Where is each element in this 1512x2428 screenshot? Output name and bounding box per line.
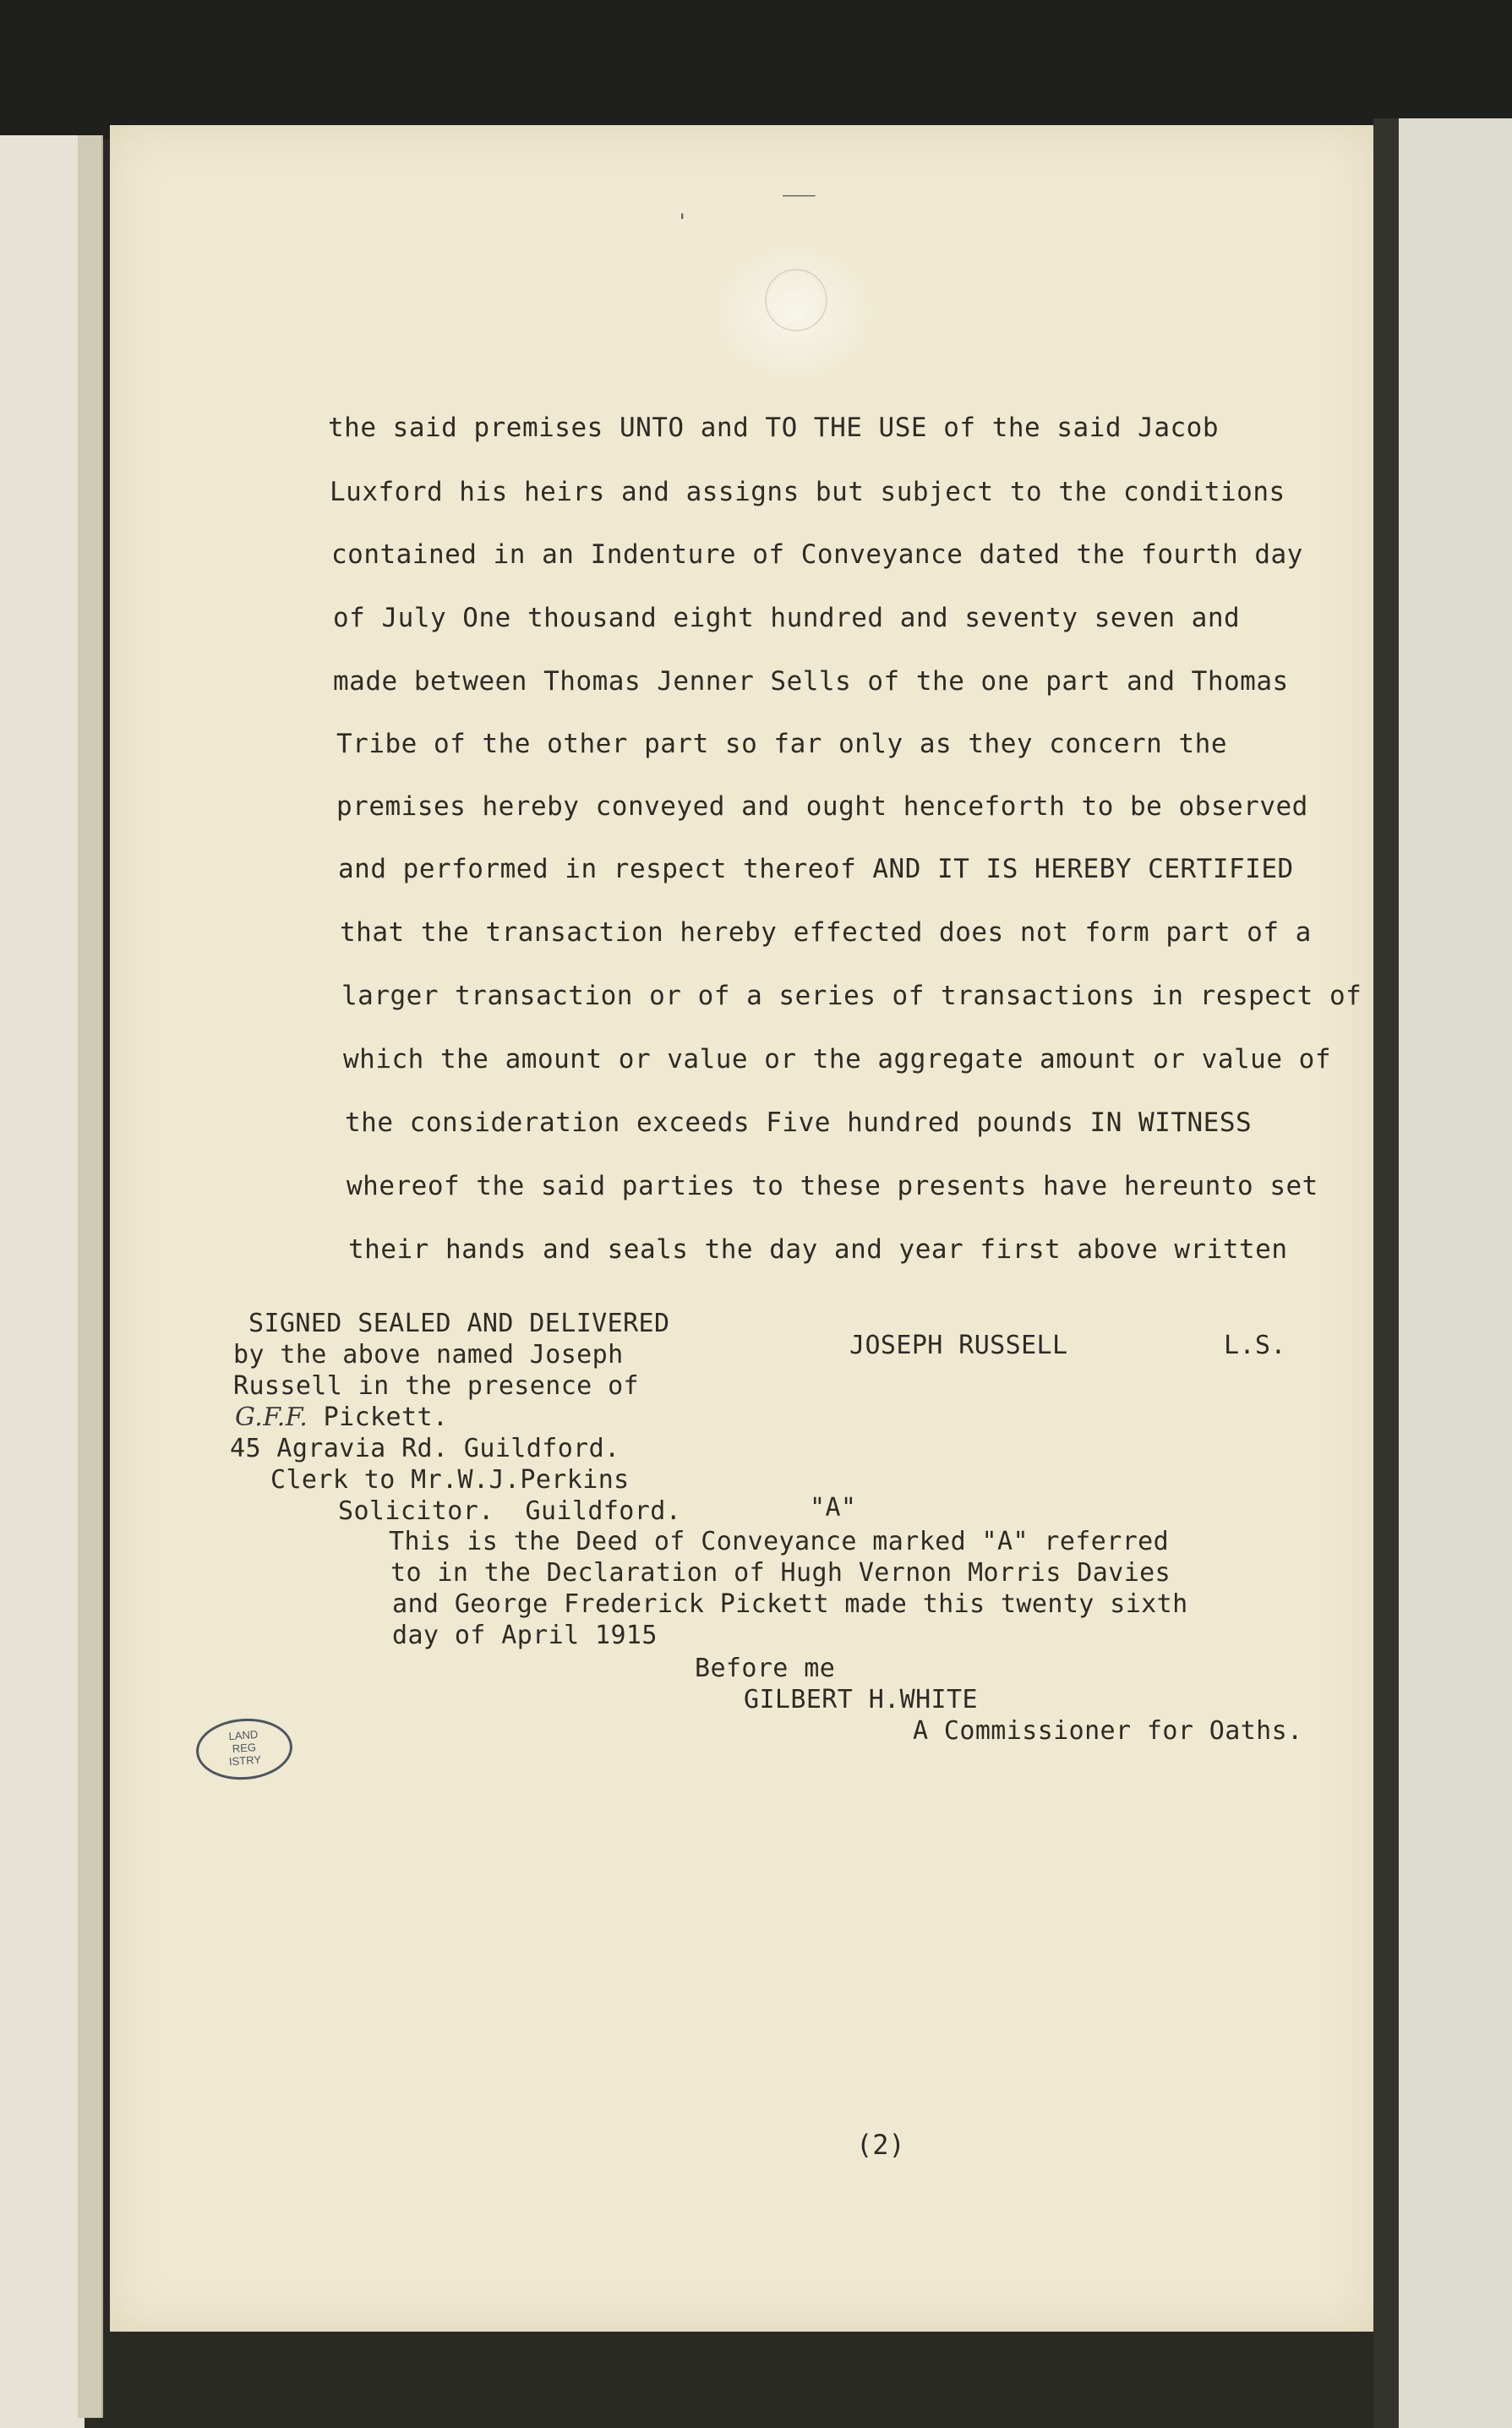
paragraph-line: contained in an Indenture of Conveyance dated the fourth day: [331, 539, 1303, 570]
exhibit-line: This is the Deed of Conveyance marked "A" referred: [389, 1527, 1170, 1556]
signatory-name: JOSEPH RUSSELL: [849, 1331, 1068, 1360]
commissioner-title: A Commissioner for Oaths.: [913, 1716, 1303, 1746]
commissioner-name: GILBERT H.WHITE: [744, 1685, 978, 1714]
witness-address: 45 Agravia Rd. Guildford.: [230, 1434, 620, 1463]
paragraph-line: made between Thomas Jenner Sells of the one part and Thomas: [333, 666, 1289, 697]
stamp-line: REG: [232, 1741, 257, 1755]
exhibit-line: and George Frederick Pickett made this twenty sixth: [392, 1589, 1188, 1619]
paragraph-line: and performed in respect thereof AND IT IS HEREBY CERTIFIED: [338, 854, 1294, 884]
paragraph-line: that the transaction hereby effected does not form part of a: [340, 917, 1312, 948]
embossed-crest-icon: [765, 269, 827, 331]
page-number: (2): [856, 2129, 905, 2161]
witness-signature: G.F.F.: [235, 1403, 308, 1432]
seal-mark: L.S.: [1224, 1331, 1286, 1360]
top-mark-icon: ⸺: [782, 183, 816, 206]
document-page: [110, 125, 1373, 2332]
paragraph-line: which the amount or value or the aggregate amount or value of: [343, 1044, 1331, 1075]
attestation-line: Russell in the presence of: [233, 1371, 639, 1401]
attestation-line: by the above named Joseph: [233, 1340, 624, 1370]
stamp-line: LAND: [228, 1727, 259, 1743]
left-page-edge: [78, 135, 103, 2418]
attestation-line: SIGNED SEALED AND DELIVERED: [248, 1309, 670, 1338]
witness-role: Clerk to Mr.W.J.Perkins: [270, 1465, 630, 1495]
exhibit-line: to in the Declaration of Hugh Vernon Morris Davies: [390, 1558, 1171, 1588]
paragraph-line: larger transaction or of a series of transactions in respect of: [341, 981, 1362, 1011]
paragraph-line: the said premises UNTO and TO THE USE of the said Jacob: [328, 413, 1219, 443]
exhibit-line: day of April 1915: [392, 1621, 658, 1650]
witness-line: [235, 1403, 448, 1432]
witness-name: Pickett.: [323, 1403, 449, 1432]
witness-role-2: Solicitor. Guildford.: [338, 1496, 682, 1526]
right-page-strip: [1399, 118, 1512, 2428]
paragraph-line: Luxford his heirs and assigns but subject to the conditions: [330, 477, 1285, 507]
before-me: Before me: [695, 1654, 836, 1683]
paragraph-line: premises hereby conveyed and ought henceforth to be observed: [336, 791, 1308, 822]
exhibit-mark: "A": [810, 1493, 857, 1523]
paragraph-line: of July One thousand eight hundred and seventy seven and: [333, 603, 1241, 633]
scan-top-background: [0, 0, 1512, 139]
small-mark-icon: ': [676, 210, 689, 233]
paragraph-line: Tribe of the other part so far only as they concern the: [336, 729, 1227, 759]
left-page-strip: [0, 135, 85, 2428]
paragraph-line: their hands and seals the day and year first above written: [348, 1234, 1288, 1265]
stamp-line: ISTRY: [228, 1753, 262, 1769]
paragraph-line: whereof the said parties to these presents have hereunto set: [347, 1171, 1318, 1201]
paragraph-line: the consideration exceeds Five hundred pounds IN WITNESS: [345, 1107, 1253, 1138]
